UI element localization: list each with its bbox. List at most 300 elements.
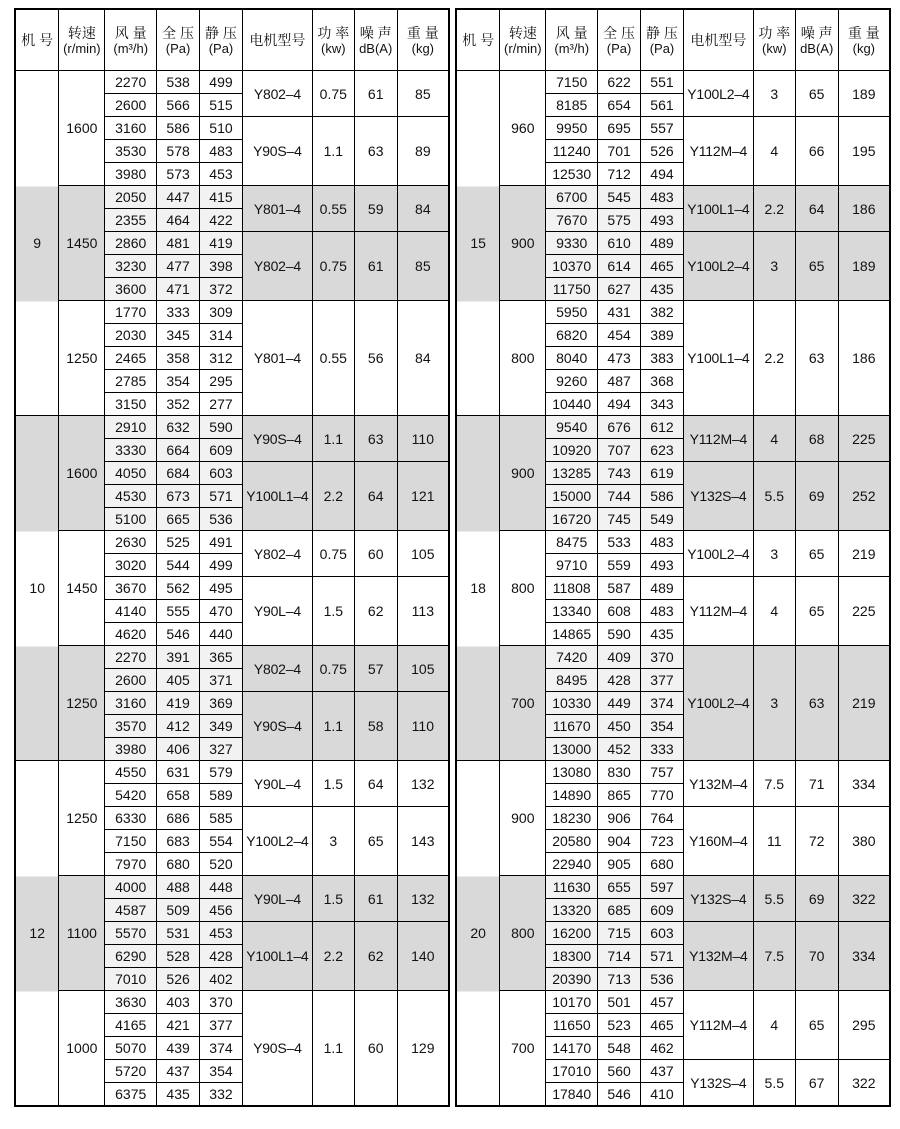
static-pressure-cell: 764 [641,807,684,830]
weight-cell: 113 [397,577,449,646]
power-cell: 3 [753,646,795,761]
static-pressure-cell: 448 [200,876,243,899]
flow-cell: 5570 [105,922,157,945]
noise-cell: 62 [354,922,397,991]
flow-cell: 14865 [546,623,598,646]
static-pressure-cell: 374 [200,1037,243,1060]
static-pressure-cell: 590 [200,416,243,439]
flow-cell: 5420 [105,784,157,807]
weight-cell: 189 [838,232,890,301]
static-pressure-cell: 456 [200,899,243,922]
power-cell: 4 [753,577,795,646]
motor-model-cell: Y90S–4 [242,692,312,761]
static-pressure-cell: 277 [200,393,243,416]
total-pressure-cell: 437 [157,1060,200,1083]
static-pressure-cell: 757 [641,761,684,784]
header-row [15,9,449,71]
total-pressure-cell: 544 [157,554,200,577]
header-noise [795,9,838,71]
total-pressure-cell: 701 [598,140,641,163]
table-row [15,646,449,669]
flow-cell: 3630 [105,991,157,1014]
total-pressure-cell: 488 [157,876,200,899]
total-pressure-cell: 464 [157,209,200,232]
static-pressure-cell: 483 [641,531,684,554]
total-pressure-cell: 546 [598,1083,641,1107]
header-weight-label: 重 量 [406,24,439,41]
weight-cell: 252 [838,462,890,531]
static-pressure-cell: 609 [200,439,243,462]
header-total-pressure-unit: (Pa) [606,40,632,56]
motor-model-cell: Y112M–4 [683,577,753,646]
flow-cell: 18230 [546,807,598,830]
power-cell: 1.1 [312,416,354,462]
static-pressure-cell: 515 [200,94,243,117]
motor-model-cell: Y801–4 [242,186,312,232]
weight-cell: 84 [397,186,449,232]
header-static-pressure-label: 静 压 [646,24,678,41]
weight-cell: 140 [397,922,449,991]
power-cell: 5.5 [753,1060,795,1107]
speed-cell: 1250 [59,761,105,876]
speed-cell: 700 [500,991,546,1107]
static-pressure-cell: 453 [200,922,243,945]
static-pressure-cell: 551 [641,71,684,94]
static-pressure-cell: 536 [641,968,684,991]
flow-cell: 2465 [105,347,157,370]
speed-cell: 960 [500,71,546,186]
total-pressure-cell: 683 [157,830,200,853]
header-flow-unit: (m³/h) [554,40,590,56]
motor-model-cell: Y100L2–4 [683,531,753,577]
static-pressure-cell: 770 [641,784,684,807]
header-flow-label: 风 量 [555,24,588,41]
flow-cell: 9710 [546,554,598,577]
total-pressure-cell: 533 [598,531,641,554]
weight-cell: 219 [838,646,890,761]
total-pressure-cell: 449 [598,692,641,715]
total-pressure-cell: 560 [598,1060,641,1083]
table-row [15,71,449,94]
header-flow-label: 风 量 [114,24,147,41]
static-pressure-cell: 410 [641,1083,684,1107]
static-pressure-cell: 619 [641,462,684,485]
flow-cell: 10170 [546,991,598,1014]
header-power-unit: (kw) [321,40,346,56]
flow-cell: 8185 [546,94,598,117]
noise-cell: 59 [354,186,397,232]
total-pressure-cell: 428 [598,669,641,692]
total-pressure-cell: 590 [598,623,641,646]
fan-spec-table-right [455,8,891,1107]
table-row [15,531,449,554]
power-cell: 11 [753,807,795,876]
flow-cell: 1770 [105,301,157,324]
weight-cell: 189 [838,71,890,117]
total-pressure-cell: 905 [598,853,641,876]
power-cell: 1.1 [312,117,354,186]
total-pressure-cell: 830 [598,761,641,784]
total-pressure-cell: 439 [157,1037,200,1060]
flow-cell: 20580 [546,830,598,853]
power-cell: 0.55 [312,301,354,416]
total-pressure-cell: 494 [598,393,641,416]
power-cell: 3 [753,71,795,117]
header-machine-no-label: 机 号 [21,31,54,48]
static-pressure-cell: 571 [200,485,243,508]
header-total-pressure-unit: (Pa) [165,40,191,56]
machine-no-cell: 10 [15,416,59,761]
total-pressure-cell: 665 [157,508,200,531]
total-pressure-cell: 358 [157,347,200,370]
flow-cell: 5950 [546,301,598,324]
flow-cell: 7150 [105,830,157,853]
total-pressure-cell: 686 [157,807,200,830]
static-pressure-cell: 371 [200,669,243,692]
static-pressure-cell: 462 [641,1037,684,1060]
speed-cell: 900 [500,186,546,301]
noise-cell: 61 [354,232,397,301]
total-pressure-cell: 627 [598,278,641,301]
header-flow [105,9,157,71]
static-pressure-cell: 561 [641,94,684,117]
total-pressure-cell: 548 [598,1037,641,1060]
total-pressure-cell: 680 [157,853,200,876]
machine-no-cell: 12 [15,761,59,1107]
flow-cell: 13285 [546,462,598,485]
noise-cell: 61 [354,876,397,922]
power-cell: 1.5 [312,577,354,646]
power-cell: 3 [753,531,795,577]
flow-cell: 2270 [105,646,157,669]
flow-cell: 10440 [546,393,598,416]
static-pressure-cell: 603 [200,462,243,485]
static-pressure-cell: 609 [641,899,684,922]
total-pressure-cell: 473 [598,347,641,370]
total-pressure-cell: 713 [598,968,641,991]
flow-cell: 10330 [546,692,598,715]
flow-cell: 17010 [546,1060,598,1083]
static-pressure-cell: 437 [641,1060,684,1083]
motor-model-cell: Y132S–4 [683,876,753,922]
noise-cell: 57 [354,646,397,692]
total-pressure-cell: 528 [157,945,200,968]
header-motor-model-label: 电机型号 [249,31,306,48]
static-pressure-cell: 494 [641,163,684,186]
flow-cell: 7670 [546,209,598,232]
noise-cell: 62 [354,577,397,646]
total-pressure-cell: 447 [157,186,200,209]
power-cell: 4 [753,991,795,1060]
total-pressure-cell: 655 [598,876,641,899]
flow-cell: 8040 [546,347,598,370]
weight-cell: 195 [838,117,890,186]
power-cell: 0.75 [312,71,354,117]
flow-cell: 6700 [546,186,598,209]
total-pressure-cell: 391 [157,646,200,669]
static-pressure-cell: 493 [641,209,684,232]
header-speed-unit: (r/min) [504,40,542,56]
static-pressure-cell: 377 [641,669,684,692]
flow-cell: 13000 [546,738,598,761]
weight-cell: 322 [838,1060,890,1107]
static-pressure-cell: 354 [641,715,684,738]
flow-cell: 3670 [105,577,157,600]
noise-cell: 63 [354,416,397,462]
flow-cell: 5720 [105,1060,157,1083]
motor-model-cell: Y100L1–4 [683,301,753,416]
power-cell: 3 [753,232,795,301]
motor-model-cell: Y160M–4 [683,807,753,876]
flow-cell: 9540 [546,416,598,439]
header-static-pressure-unit: (Pa) [208,40,234,56]
weight-cell: 219 [838,531,890,577]
total-pressure-cell: 743 [598,462,641,485]
flow-cell: 15000 [546,485,598,508]
header-weight-label: 重 量 [847,24,880,41]
flow-cell: 3150 [105,393,157,416]
table-row [456,186,890,209]
total-pressure-cell: 545 [598,186,641,209]
motor-model-cell: Y90S–4 [242,117,312,186]
power-cell: 1.1 [312,991,354,1107]
power-cell: 1.1 [312,692,354,761]
header-static-pressure-label: 静 压 [205,24,237,41]
speed-cell: 800 [500,531,546,646]
noise-cell: 68 [795,416,838,462]
flow-cell: 7150 [546,71,598,94]
static-pressure-cell: 586 [641,485,684,508]
flow-cell: 2860 [105,232,157,255]
static-pressure-cell: 554 [200,830,243,853]
noise-cell: 66 [795,117,838,186]
weight-cell: 132 [397,761,449,807]
total-pressure-cell: 406 [157,738,200,761]
static-pressure-cell: 465 [641,1014,684,1037]
flow-cell: 7010 [105,968,157,991]
header-noise-unit: dB(A) [359,40,393,56]
total-pressure-cell: 405 [157,669,200,692]
total-pressure-cell: 487 [598,370,641,393]
total-pressure-cell: 354 [157,370,200,393]
motor-model-cell: Y100L1–4 [242,922,312,991]
header-flow [546,9,598,71]
total-pressure-cell: 471 [157,278,200,301]
speed-cell: 800 [500,876,546,991]
header-power-unit: (kw) [762,40,787,56]
power-cell: 7.5 [753,922,795,991]
table-row [15,416,449,439]
header-noise-unit: dB(A) [800,40,834,56]
weight-cell: 334 [838,922,890,991]
motor-model-cell: Y802–4 [242,232,312,301]
total-pressure-cell: 352 [157,393,200,416]
table-row [15,301,449,324]
total-pressure-cell: 575 [598,209,641,232]
total-pressure-cell: 695 [598,117,641,140]
weight-cell: 225 [838,577,890,646]
static-pressure-cell: 332 [200,1083,243,1107]
speed-cell: 700 [500,646,546,761]
flow-cell: 6375 [105,1083,157,1107]
flow-cell: 16720 [546,508,598,531]
total-pressure-cell: 707 [598,439,641,462]
total-pressure-cell: 333 [157,301,200,324]
header-motor-model [683,9,753,71]
noise-cell: 70 [795,922,838,991]
table-row [15,876,449,899]
total-pressure-cell: 523 [598,1014,641,1037]
total-pressure-cell: 664 [157,439,200,462]
header-machine-no-label: 机 号 [462,31,495,48]
noise-cell: 69 [795,462,838,531]
speed-cell: 1250 [59,301,105,416]
motor-model-cell: Y112M–4 [683,991,753,1060]
speed-cell: 1600 [59,416,105,531]
static-pressure-cell: 571 [641,945,684,968]
noise-cell: 63 [354,117,397,186]
power-cell: 3 [312,807,354,876]
flow-cell: 11670 [546,715,598,738]
static-pressure-cell: 589 [200,784,243,807]
total-pressure-cell: 477 [157,255,200,278]
total-pressure-cell: 654 [598,94,641,117]
total-pressure-cell: 454 [598,324,641,347]
header-static-pressure-unit: (Pa) [649,40,675,56]
machine-no-cell: 9 [15,71,59,416]
motor-model-cell: Y90L–4 [242,876,312,922]
static-pressure-cell: 382 [641,301,684,324]
noise-cell: 60 [354,991,397,1107]
flow-cell: 10920 [546,439,598,462]
flow-cell: 2050 [105,186,157,209]
motor-model-cell: Y90L–4 [242,761,312,807]
header-noise-label: 噪 声 [800,24,833,41]
noise-cell: 65 [795,991,838,1060]
total-pressure-cell: 614 [598,255,641,278]
static-pressure-cell: 389 [641,324,684,347]
flow-cell: 18300 [546,945,598,968]
header-weight [838,9,890,71]
static-pressure-cell: 493 [641,554,684,577]
flow-cell: 14890 [546,784,598,807]
noise-cell: 58 [354,692,397,761]
static-pressure-cell: 435 [641,623,684,646]
fan-spec-table-left [14,8,450,1107]
total-pressure-cell: 419 [157,692,200,715]
header-motor-model-label: 电机型号 [690,31,747,48]
static-pressure-cell: 368 [641,370,684,393]
header-row [456,9,890,71]
static-pressure-cell: 483 [641,186,684,209]
total-pressure-cell: 658 [157,784,200,807]
weight-cell: 89 [397,117,449,186]
static-pressure-cell: 402 [200,968,243,991]
speed-cell: 800 [500,301,546,416]
flow-cell: 6290 [105,945,157,968]
total-pressure-cell: 904 [598,830,641,853]
total-pressure-cell: 403 [157,991,200,1014]
total-pressure-cell: 525 [157,531,200,554]
flow-cell: 20390 [546,968,598,991]
flow-cell: 4165 [105,1014,157,1037]
motor-model-cell: Y90L–4 [242,577,312,646]
noise-cell: 63 [795,646,838,761]
motor-model-cell: Y100L2–4 [683,71,753,117]
flow-cell: 14170 [546,1037,598,1060]
total-pressure-cell: 559 [598,554,641,577]
power-cell: 4 [753,117,795,186]
power-cell: 2.2 [753,186,795,232]
noise-cell: 64 [354,462,397,531]
noise-cell: 64 [354,761,397,807]
speed-cell: 1450 [59,186,105,301]
static-pressure-cell: 579 [200,761,243,784]
header-flow-unit: (m³/h) [113,40,149,56]
static-pressure-cell: 623 [641,439,684,462]
static-pressure-cell: 597 [641,876,684,899]
noise-cell: 65 [795,531,838,577]
power-cell: 0.75 [312,646,354,692]
noise-cell: 69 [795,876,838,922]
flow-cell: 4620 [105,623,157,646]
header-total-pressure [598,9,641,71]
static-pressure-cell: 470 [200,600,243,623]
header-power [312,9,354,71]
flow-cell: 2600 [105,94,157,117]
flow-cell: 16200 [546,922,598,945]
flow-cell: 17840 [546,1083,598,1107]
static-pressure-cell: 499 [200,554,243,577]
table-row [456,71,890,94]
flow-cell: 3160 [105,117,157,140]
motor-model-cell: Y90S–4 [242,991,312,1107]
static-pressure-cell: 680 [641,853,684,876]
flow-cell: 8475 [546,531,598,554]
static-pressure-cell: 603 [641,922,684,945]
table-row [15,991,449,1014]
static-pressure-cell: 465 [641,255,684,278]
weight-cell: 105 [397,531,449,577]
total-pressure-cell: 712 [598,163,641,186]
weight-cell: 105 [397,646,449,692]
motor-model-cell: Y132M–4 [683,761,753,807]
static-pressure-cell: 333 [641,738,684,761]
machine-no-cell: 18 [456,416,500,761]
motor-model-cell: Y112M–4 [683,416,753,462]
weight-cell: 121 [397,462,449,531]
total-pressure-cell: 714 [598,945,641,968]
table-row [456,761,890,784]
weight-cell: 334 [838,761,890,807]
static-pressure-cell: 457 [641,991,684,1014]
motor-model-cell: Y802–4 [242,71,312,117]
static-pressure-cell: 312 [200,347,243,370]
total-pressure-cell: 435 [157,1083,200,1107]
total-pressure-cell: 631 [157,761,200,784]
speed-cell: 900 [500,416,546,531]
total-pressure-cell: 345 [157,324,200,347]
flow-cell: 8495 [546,669,598,692]
total-pressure-cell: 610 [598,232,641,255]
table-row [456,991,890,1014]
flow-cell: 6330 [105,807,157,830]
total-pressure-cell: 538 [157,71,200,94]
flow-cell: 5070 [105,1037,157,1060]
table-row [456,301,890,324]
flow-cell: 2030 [105,324,157,347]
total-pressure-cell: 566 [157,94,200,117]
